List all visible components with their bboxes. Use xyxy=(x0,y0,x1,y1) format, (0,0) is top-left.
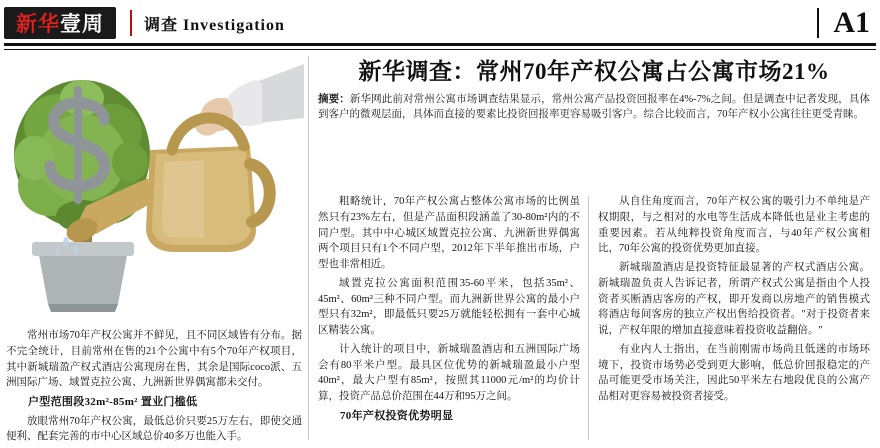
page-title: 新华调查：常州70年产权公寓占公寓市场21% xyxy=(358,59,830,84)
abstract-lead-label: 摘要： xyxy=(318,94,350,106)
article-content xyxy=(0,46,880,443)
section-subhead: 户型范围段32m²-85m² 置业门槛低 xyxy=(28,396,198,408)
arm-and-sleeve xyxy=(195,64,304,136)
logo-text-secondary: 壹周 xyxy=(60,13,104,36)
paragraph: 从自住角度而言，70年产权公寓的吸引力不单纯是产权期限，与之相对的水电等生活成本降低也是业主考虑的重要因素。若从纯粹投资角度而言，与40年产权公寓相比，70年公寓的投资优势更加直接。 xyxy=(598,196,870,255)
section-subhead: 70年产权投资优势明显 xyxy=(340,409,454,422)
paragraph: 计入统计的项目中，新城瑞盈酒店和五洲国际广场会有80平米户型。最具区位优势的新城瑞盈最小户型40m²，最大户型有85m²，按照其11000元/m²的均价计算，投资产品总价范围在44万和95万之间。 xyxy=(318,343,580,402)
paragraph: 常州市场70年产权公寓并不鲜见，且不同区域皆有分布。据不完全统计，目前常州在售的21个公寓中有5个70年产权项目，其中新城瑞盈产权式酒店公寓现房在售，其余是国际coco派、五洲国际广场、域置克拉公寓、九洲新世界偶寓都未交付。 xyxy=(6,330,302,389)
article-column-1 xyxy=(6,328,302,448)
article-abstract xyxy=(318,93,870,123)
page-number: A1 xyxy=(833,6,870,39)
logo-text-primary: 新华 xyxy=(16,13,60,36)
masthead-divider xyxy=(130,10,132,36)
paragraph: 有业内人士指出，在当前刚需市场尚且低迷的市场环境下，投资市场势必受到更大影响，低总价回报稳定的产品可能更受市场关注，因此50平米左右地段优良的公寓产品相对更容易被投资者接受。 xyxy=(598,343,870,402)
column-divider-1 xyxy=(308,56,309,440)
paragraph: 放眼常州70年产权公寓，最低总价只要25万左右，即使交通便利、配套完善的市中心区域总价40多万也能入手。 xyxy=(6,415,302,443)
masthead xyxy=(0,0,880,46)
article-column-2 xyxy=(318,194,580,427)
page-number-rule xyxy=(817,8,819,38)
flower-pot-icon xyxy=(32,242,134,312)
paragraph: 域置克拉公寓面积范围35-60平米，包括35m²、45m²、60m²三种不同户型。而九洲新世界公寓的最小户型只有32m²，即最低只要25万就能轻松拥有一套中心城区精装公寓。 xyxy=(318,277,580,336)
article-column-3 xyxy=(598,194,870,408)
paragraph: 粗略统计，70年产权公寓占整体公寓市场的比例虽然只有23%左右，但是产品面积段涵盖了30-80m²内的不同户型。其中中心城区域置克拉公寓、九洲新世界偶寓两个项目只有1个不同户型，2012年下半年推出市场，户型也非常相近。 xyxy=(318,196,580,270)
publication-logo[interactable] xyxy=(4,7,116,39)
abstract-text: 新华网此前对常州公寓市场调查结果显示，常州公寓产品投资回报率在4%-7%之间。但是调查中记者发现，具体到客户的微观层面，具体而直接的要素比投资回报率更容易吸引客户。综合比较而言，70年产权小公寓往往更受青睐。 xyxy=(318,94,870,120)
paragraph: 新城瑞盈酒店是投资特征最显著的产权式酒店公寓。新城瑞盈负责人告诉记者，所谓产权式公寓是指由个人投资者买断酒店客房的产权，即开发商以房地产的销售模式将酒店每间客房的独立产权出售给投资者。"对于投资者来说，产权年限的增加直接意味着投资收益翻倍。" xyxy=(598,262,870,336)
headline-block xyxy=(318,58,870,123)
section-label: 调查 Investigation xyxy=(144,16,285,34)
column-divider-2 xyxy=(588,196,589,440)
watering-can-money-tree-illustration xyxy=(4,54,304,322)
